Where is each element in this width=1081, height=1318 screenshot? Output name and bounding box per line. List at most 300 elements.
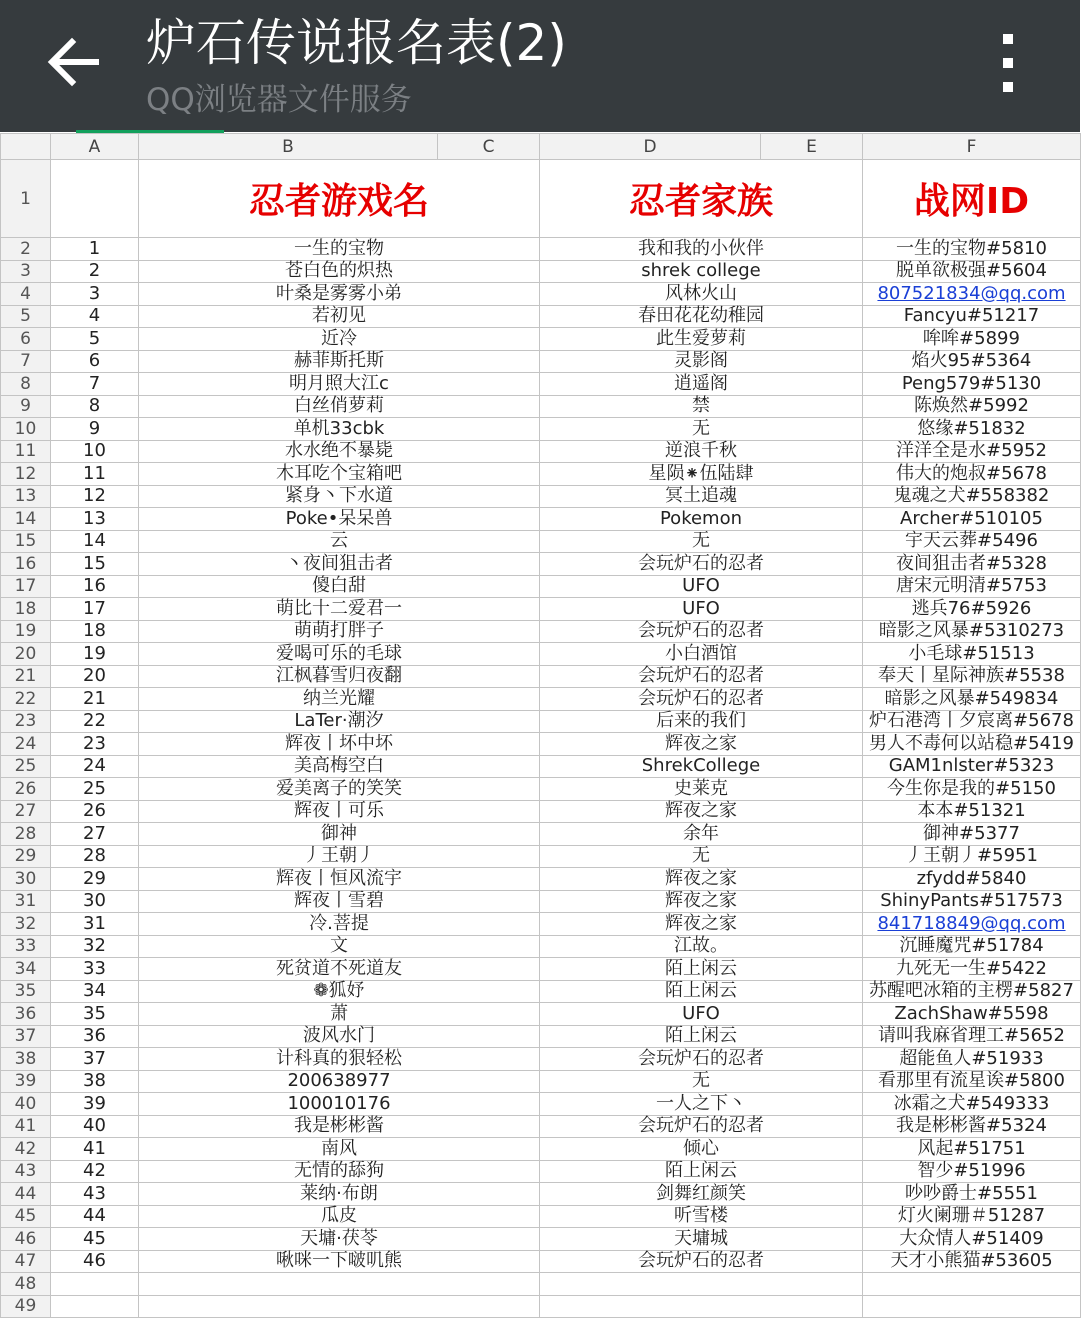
cell-game-name[interactable]: 死贫道不死道友 [139,958,540,981]
cell-game-name[interactable]: ❁狐妤 [139,980,540,1003]
row-number[interactable]: 20 [1,643,51,666]
sheet-grid [0,133,1081,1318]
cell-clan[interactable]: 禁 [540,395,863,418]
cell-game-name[interactable]: 丿王朝丿 [139,845,540,868]
cell-battlenet-id[interactable]: 暗影之风暴#5310273 [863,620,1081,643]
row-number[interactable]: 4 [1,283,51,306]
cell-battlenet-id[interactable] [863,283,1081,306]
cell-index[interactable]: 6 [51,350,139,373]
table-row [1,305,1081,328]
cell-clan[interactable]: 辉夜之家 [540,800,863,823]
column-header-c[interactable]: C [438,134,540,160]
cell-clan[interactable]: 一人之下丶 [540,1093,863,1116]
cell-battlenet-id[interactable]: ZachShaw#5598 [863,1003,1081,1026]
row-number[interactable]: 29 [1,845,51,868]
row-number[interactable]: 43 [1,1160,51,1183]
cell-game-name[interactable]: 萌比十二爱君一 [139,598,540,621]
cell-index[interactable]: 37 [51,1048,139,1071]
cell-index[interactable]: 8 [51,395,139,418]
cell-battlenet-id[interactable]: 丿王朝丿#5951 [863,845,1081,868]
cell-index[interactable]: 5 [51,328,139,351]
cell-index[interactable]: 7 [51,373,139,396]
row-number[interactable]: 38 [1,1048,51,1071]
cell-game-name[interactable]: 波风水门 [139,1025,540,1048]
cell-game-name[interactable]: 云 [139,530,540,553]
cell-game-name[interactable] [139,1295,540,1318]
cell-index[interactable]: 26 [51,800,139,823]
cell-game-name[interactable]: 冷.菩提 [139,913,540,936]
row-number[interactable]: 48 [1,1273,51,1296]
row-number[interactable]: 7 [1,350,51,373]
header-cell-game-name[interactable]: 忍者游戏名 [139,160,540,238]
cell-index[interactable]: 34 [51,980,139,1003]
cell-game-name[interactable]: 天墉·茯苓 [139,1228,540,1251]
row-number[interactable]: 37 [1,1025,51,1048]
table-row [1,1205,1081,1228]
cell-battlenet-id[interactable]: 风起#51751 [863,1138,1081,1161]
cell-index[interactable]: 3 [51,283,139,306]
more-vert-icon [1003,58,1013,68]
back-button[interactable] [44,36,104,88]
table-row [1,823,1081,846]
row-number[interactable]: 39 [1,1070,51,1093]
cell-game-name[interactable]: 木耳吃个宝箱吧 [139,463,540,486]
cell-battlenet-id[interactable]: 宇天云葬#5496 [863,530,1081,553]
cell-index[interactable]: 22 [51,710,139,733]
row-number[interactable]: 21 [1,665,51,688]
row-number[interactable]: 9 [1,395,51,418]
cell-index[interactable]: 39 [51,1093,139,1116]
cell-game-name[interactable]: 辉夜丨可乐 [139,800,540,823]
cell-index[interactable]: 40 [51,1115,139,1138]
cell-game-name[interactable]: 南风 [139,1138,540,1161]
table-row [1,1183,1081,1206]
cell-game-name[interactable] [139,1273,540,1296]
cell-clan[interactable]: 陌上闲云 [540,1160,863,1183]
cell-index[interactable] [51,1295,139,1318]
table-row [1,665,1081,688]
column-header-d[interactable]: D [540,134,761,160]
cell-battlenet-id[interactable]: 超能鱼人#51933 [863,1048,1081,1071]
cell-clan[interactable]: 听雪楼 [540,1205,863,1228]
table-row [1,1273,1081,1296]
row-number[interactable]: 32 [1,913,51,936]
cell-clan[interactable] [540,1295,863,1318]
cell-index[interactable]: 31 [51,913,139,936]
cell-clan[interactable]: 我和我的小伙伴 [540,238,863,261]
cell-index[interactable]: 24 [51,755,139,778]
cell-game-name[interactable]: 无情的舔狗 [139,1160,540,1183]
cell-clan[interactable]: 剑舞红颜笑 [540,1183,863,1206]
cell-battlenet-id[interactable]: 鬼魂之犬#558382 [863,485,1081,508]
cell-battlenet-id[interactable]: 逃兵76#5926 [863,598,1081,621]
table-row [1,1025,1081,1048]
cell-clan[interactable]: 陌上闲云 [540,958,863,981]
row-number[interactable]: 1 [1,160,51,238]
row-number[interactable]: 47 [1,1250,51,1273]
row-number[interactable]: 22 [1,688,51,711]
cell-battlenet-id[interactable]: 天才小熊猫#53605 [863,1250,1081,1273]
cell-battlenet-id[interactable] [863,1295,1081,1318]
row-number[interactable]: 3 [1,260,51,283]
cell-clan[interactable]: 陌上闲云 [540,980,863,1003]
row-number[interactable]: 25 [1,755,51,778]
cell-index[interactable]: 44 [51,1205,139,1228]
row-number[interactable]: 44 [1,1183,51,1206]
cell-index[interactable]: 28 [51,845,139,868]
cell-clan[interactable]: 小白酒馆 [540,643,863,666]
cell-index[interactable]: 25 [51,778,139,801]
cell-clan[interactable]: 辉夜之家 [540,868,863,891]
cell-game-name[interactable]: 苍白色的炽热 [139,260,540,283]
table-row [1,575,1081,598]
cell-clan[interactable]: 逍遥阁 [540,373,863,396]
cell-clan[interactable]: ShrekCollege [540,755,863,778]
column-header-e[interactable]: E [761,134,863,160]
cell-game-name[interactable]: 明月照大江c [139,373,540,396]
table-row [1,890,1081,913]
cell-battlenet-id[interactable]: ShinyPants#517573 [863,890,1081,913]
cell-clan[interactable]: 冥土追魂 [540,485,863,508]
cell-battlenet-id[interactable]: 悠缘#51832 [863,418,1081,441]
cell-index[interactable]: 36 [51,1025,139,1048]
cell-battlenet-id[interactable]: 洋洋全是水#5952 [863,440,1081,463]
row-number[interactable]: 24 [1,733,51,756]
table-row [1,868,1081,891]
cell-clan[interactable]: 无 [540,845,863,868]
row-number[interactable]: 40 [1,1093,51,1116]
cell-battlenet-id[interactable]: 智少#51996 [863,1160,1081,1183]
cell-battlenet-id[interactable]: 我是彬彬酱#5324 [863,1115,1081,1138]
table-row [1,1093,1081,1116]
cell-index[interactable]: 27 [51,823,139,846]
cell-index[interactable]: 45 [51,1228,139,1251]
cell-clan[interactable]: 辉夜之家 [540,913,863,936]
table-row [1,755,1081,778]
cell-index[interactable]: 21 [51,688,139,711]
cell-clan[interactable]: 春田花花幼稚园 [540,305,863,328]
cell-index[interactable]: 15 [51,553,139,576]
table-row [1,260,1081,283]
row-number[interactable]: 15 [1,530,51,553]
table-row [1,328,1081,351]
row-number[interactable]: 8 [1,373,51,396]
table-row [1,1295,1081,1318]
table-row [1,1160,1081,1183]
cell-game-name[interactable]: 辉夜丨坏中坏 [139,733,540,756]
column-header-b[interactable]: B [139,134,438,160]
row-number[interactable]: 46 [1,1228,51,1251]
row-number[interactable]: 28 [1,823,51,846]
cell-clan[interactable]: 会玩炉石的忍者 [540,688,863,711]
select-all-corner[interactable] [1,134,51,160]
cell-game-name[interactable]: 爱美离子的笑笑 [139,778,540,801]
table-row [1,1048,1081,1071]
cell-battlenet-id[interactable]: Fancyu#51217 [863,305,1081,328]
cell-battlenet-id[interactable]: 吵吵爵士#5551 [863,1183,1081,1206]
cell-clan[interactable]: Pokemon [540,508,863,531]
header-cell-clan[interactable]: 忍者家族 [540,160,863,238]
cell-index[interactable]: 23 [51,733,139,756]
cell-index[interactable]: 9 [51,418,139,441]
cell-battlenet-id[interactable]: 冰霜之犬#549333 [863,1093,1081,1116]
column-header-a[interactable]: A [51,134,139,160]
row-number[interactable]: 12 [1,463,51,486]
cell-index[interactable]: 35 [51,1003,139,1026]
cell-clan[interactable]: 会玩炉石的忍者 [540,620,863,643]
table-row [1,530,1081,553]
cell-game-name[interactable]: 水水绝不暴毙 [139,440,540,463]
cell-battlenet-id[interactable]: 请叫我麻省理工#5652 [863,1025,1081,1048]
cell-clan[interactable]: shrek college [540,260,863,283]
cell-index[interactable]: 13 [51,508,139,531]
cell-game-name[interactable]: 啾咪一下啵叽熊 [139,1250,540,1273]
cell-game-name[interactable]: 单机33cbk [139,418,540,441]
row-number[interactable]: 6 [1,328,51,351]
row-number[interactable]: 34 [1,958,51,981]
cell-index[interactable]: 33 [51,958,139,981]
cell-game-name[interactable]: Poke•呆呆兽 [139,508,540,531]
cell-clan[interactable]: UFO [540,575,863,598]
cell-index[interactable]: 20 [51,665,139,688]
cell-battlenet-id[interactable]: 今生你是我的#5150 [863,778,1081,801]
cell-index[interactable]: 41 [51,1138,139,1161]
cell-game-name[interactable]: 叶桑是雾雾小弟 [139,283,540,306]
cell-clan[interactable]: 史莱克 [540,778,863,801]
row-number[interactable]: 23 [1,710,51,733]
cell-battlenet-id[interactable]: zfydd#5840 [863,868,1081,891]
table-row [1,688,1081,711]
cell-battlenet-id[interactable]: 御神#5377 [863,823,1081,846]
cell-index[interactable]: 11 [51,463,139,486]
table-row [1,1138,1081,1161]
cell-index[interactable]: 17 [51,598,139,621]
cell-clan[interactable]: 无 [540,530,863,553]
cell-clan[interactable]: 无 [540,418,863,441]
column-header-f[interactable]: F [863,134,1081,160]
cell-battlenet-id[interactable]: 陈焕然#5992 [863,395,1081,418]
app-bar [0,0,1080,132]
cell-game-name[interactable]: 丶夜间狙击者 [139,553,540,576]
cell-game-name[interactable]: 瓜皮 [139,1205,540,1228]
cell-game-name[interactable]: 近冷 [139,328,540,351]
cell-battlenet-id[interactable]: 九死无一生#5422 [863,958,1081,981]
cell-battlenet-id[interactable]: 脱单欲极强#5604 [863,260,1081,283]
cell-battlenet-id[interactable]: 男人不毒何以站稳#5419 [863,733,1081,756]
table-row [1,913,1081,936]
row-number[interactable]: 10 [1,418,51,441]
cell-clan[interactable]: 会玩炉石的忍者 [540,553,863,576]
cell-game-name[interactable]: 萧 [139,1003,540,1026]
cell-battlenet-id[interactable]: 灯火阑珊＃51287 [863,1205,1081,1228]
email-link[interactable]: 807521834@qq.com [877,282,1066,304]
table-row [1,1250,1081,1273]
cell-clan[interactable]: 会玩炉石的忍者 [540,1115,863,1138]
cell-game-name[interactable]: 辉夜丨恒风流宇 [139,868,540,891]
cell-clan[interactable]: 星陨⁕伍陆肆 [540,463,863,486]
cell-clan[interactable]: 无 [540,1070,863,1093]
header-row [1,160,1081,238]
cell-game-name[interactable]: 紧身丶下水道 [139,485,540,508]
cell-game-name[interactable]: 计科真的狠轻松 [139,1048,540,1071]
cell-clan[interactable]: 会玩炉石的忍者 [540,665,863,688]
table-row [1,958,1081,981]
cell-game-name[interactable]: 美高梅空白 [139,755,540,778]
cell-battlenet-id[interactable]: 一生的宝物#5810 [863,238,1081,261]
row-number[interactable]: 13 [1,485,51,508]
table-row [1,508,1081,531]
cell-battlenet-id[interactable]: Peng579#5130 [863,373,1081,396]
row-number[interactable]: 2 [1,238,51,261]
cell-battlenet-id[interactable]: 炉石港湾丨夕宸离#5678 [863,710,1081,733]
cell-game-name[interactable]: 萌萌打胖子 [139,620,540,643]
cell-battlenet-id[interactable]: 大众情人#51409 [863,1228,1081,1251]
cell-battlenet-id[interactable]: 本本#51321 [863,800,1081,823]
table-row [1,283,1081,306]
more-vert-icon [1003,82,1013,92]
row-number[interactable]: 41 [1,1115,51,1138]
table-row [1,845,1081,868]
spreadsheet[interactable] [0,133,1080,1317]
cell-battlenet-id[interactable]: 沉睡魔咒#51784 [863,935,1081,958]
row-number[interactable]: 35 [1,980,51,1003]
cell-clan[interactable]: 陌上闲云 [540,1025,863,1048]
table-row [1,395,1081,418]
cell-clan[interactable]: UFO [540,598,863,621]
cell-index[interactable]: 46 [51,1250,139,1273]
cell-battlenet-id[interactable]: 伟大的炮叔#5678 [863,463,1081,486]
row-number[interactable]: 16 [1,553,51,576]
cell-battlenet-id[interactable]: 看那里有流星诶#5800 [863,1070,1081,1093]
table-row [1,710,1081,733]
row-number[interactable]: 42 [1,1138,51,1161]
cell-index[interactable]: 4 [51,305,139,328]
cell-clan[interactable]: 余年 [540,823,863,846]
row-number[interactable]: 19 [1,620,51,643]
cell-index[interactable]: 18 [51,620,139,643]
cell-battlenet-id[interactable]: Archer#510105 [863,508,1081,531]
row-number[interactable]: 17 [1,575,51,598]
cell-index[interactable]: 32 [51,935,139,958]
cell-clan[interactable]: 后来的我们 [540,710,863,733]
column-header-row [1,134,1081,160]
table-row [1,1003,1081,1026]
row-number[interactable]: 49 [1,1295,51,1318]
cell-game-name[interactable]: 赫菲斯托斯 [139,350,540,373]
cell-index[interactable]: 1 [51,238,139,261]
cell-clan[interactable] [540,1273,863,1296]
cell-game-name[interactable]: 一生的宝物 [139,238,540,261]
cell-game-name[interactable]: 江枫暮雪归夜翻 [139,665,540,688]
row-number[interactable]: 18 [1,598,51,621]
cell-index[interactable]: 43 [51,1183,139,1206]
cell-index[interactable] [51,1273,139,1296]
table-row [1,733,1081,756]
cell-game-name[interactable]: 辉夜丨雪碧 [139,890,540,913]
cell-clan[interactable]: 倾心 [540,1138,863,1161]
row-number[interactable]: 31 [1,890,51,913]
table-row [1,1115,1081,1138]
cell-battlenet-id[interactable]: 小毛球#51513 [863,643,1081,666]
row-number[interactable]: 30 [1,868,51,891]
cell-clan[interactable]: 逆浪千秋 [540,440,863,463]
cell-a1[interactable] [51,160,139,238]
row-number[interactable]: 14 [1,508,51,531]
cell-game-name[interactable]: 若初见 [139,305,540,328]
cell-index[interactable]: 10 [51,440,139,463]
cell-battlenet-id[interactable]: 暗影之风暴#549834 [863,688,1081,711]
table-row [1,553,1081,576]
header-cell-battlenet-id[interactable]: 战网ID [863,160,1081,238]
cell-battlenet-id[interactable]: 焰火95#5364 [863,350,1081,373]
cell-index[interactable]: 16 [51,575,139,598]
cell-game-name[interactable]: 莱纳·布朗 [139,1183,540,1206]
cell-clan[interactable]: 此生爱萝莉 [540,328,863,351]
cell-battlenet-id[interactable]: 夜间狙击者#5328 [863,553,1081,576]
table-row [1,463,1081,486]
cell-game-name[interactable]: 100010176 [139,1093,540,1116]
email-link[interactable]: 841718849@qq.com [877,912,1066,934]
row-number[interactable]: 33 [1,935,51,958]
row-number[interactable]: 27 [1,800,51,823]
row-number[interactable]: 36 [1,1003,51,1026]
cell-battlenet-id[interactable] [863,1273,1081,1296]
cell-index[interactable]: 29 [51,868,139,891]
cell-game-name[interactable]: 纳兰光耀 [139,688,540,711]
cell-index[interactable]: 38 [51,1070,139,1093]
row-number[interactable]: 5 [1,305,51,328]
cell-clan[interactable]: 天墉城 [540,1228,863,1251]
cell-clan[interactable]: 会玩炉石的忍者 [540,1250,863,1273]
cell-clan[interactable]: 会玩炉石的忍者 [540,1048,863,1071]
cell-battlenet-id[interactable]: GAM1nlster#5323 [863,755,1081,778]
table-row [1,373,1081,396]
arrow-left-icon [44,36,104,88]
row-number[interactable]: 26 [1,778,51,801]
table-row [1,440,1081,463]
row-number[interactable]: 45 [1,1205,51,1228]
cell-clan[interactable]: 江故。 [540,935,863,958]
cell-battlenet-id[interactable] [863,913,1081,936]
more-options-button[interactable] [990,34,1026,92]
cell-index[interactable]: 19 [51,643,139,666]
cell-game-name[interactable]: 爱喝可乐的毛球 [139,643,540,666]
cell-battlenet-id[interactable]: 奉天丨星际神族#5538 [863,665,1081,688]
cell-game-name[interactable]: 200638977 [139,1070,540,1093]
cell-index[interactable]: 30 [51,890,139,913]
cell-game-name[interactable]: 傻白甜 [139,575,540,598]
cell-clan[interactable]: 辉夜之家 [540,733,863,756]
cell-game-name[interactable]: 御神 [139,823,540,846]
cell-clan[interactable]: 风林火山 [540,283,863,306]
cell-index[interactable]: 42 [51,1160,139,1183]
cell-battlenet-id[interactable]: 唐宋元明清#5753 [863,575,1081,598]
cell-index[interactable]: 2 [51,260,139,283]
cell-clan[interactable]: 辉夜之家 [540,890,863,913]
cell-index[interactable]: 12 [51,485,139,508]
cell-clan[interactable]: UFO [540,1003,863,1026]
cell-battlenet-id[interactable]: 苏醒吧冰箱的主楞#5827 [863,980,1081,1003]
table-row [1,238,1081,261]
cell-game-name[interactable]: 文 [139,935,540,958]
cell-game-name[interactable]: 我是彬彬酱 [139,1115,540,1138]
cell-clan[interactable]: 灵影阁 [540,350,863,373]
cell-battlenet-id[interactable]: 哞哞#5899 [863,328,1081,351]
cell-game-name[interactable]: 白丝俏萝莉 [139,395,540,418]
cell-index[interactable]: 14 [51,530,139,553]
row-number[interactable]: 11 [1,440,51,463]
cell-game-name[interactable]: LaTer·潮汐 [139,710,540,733]
